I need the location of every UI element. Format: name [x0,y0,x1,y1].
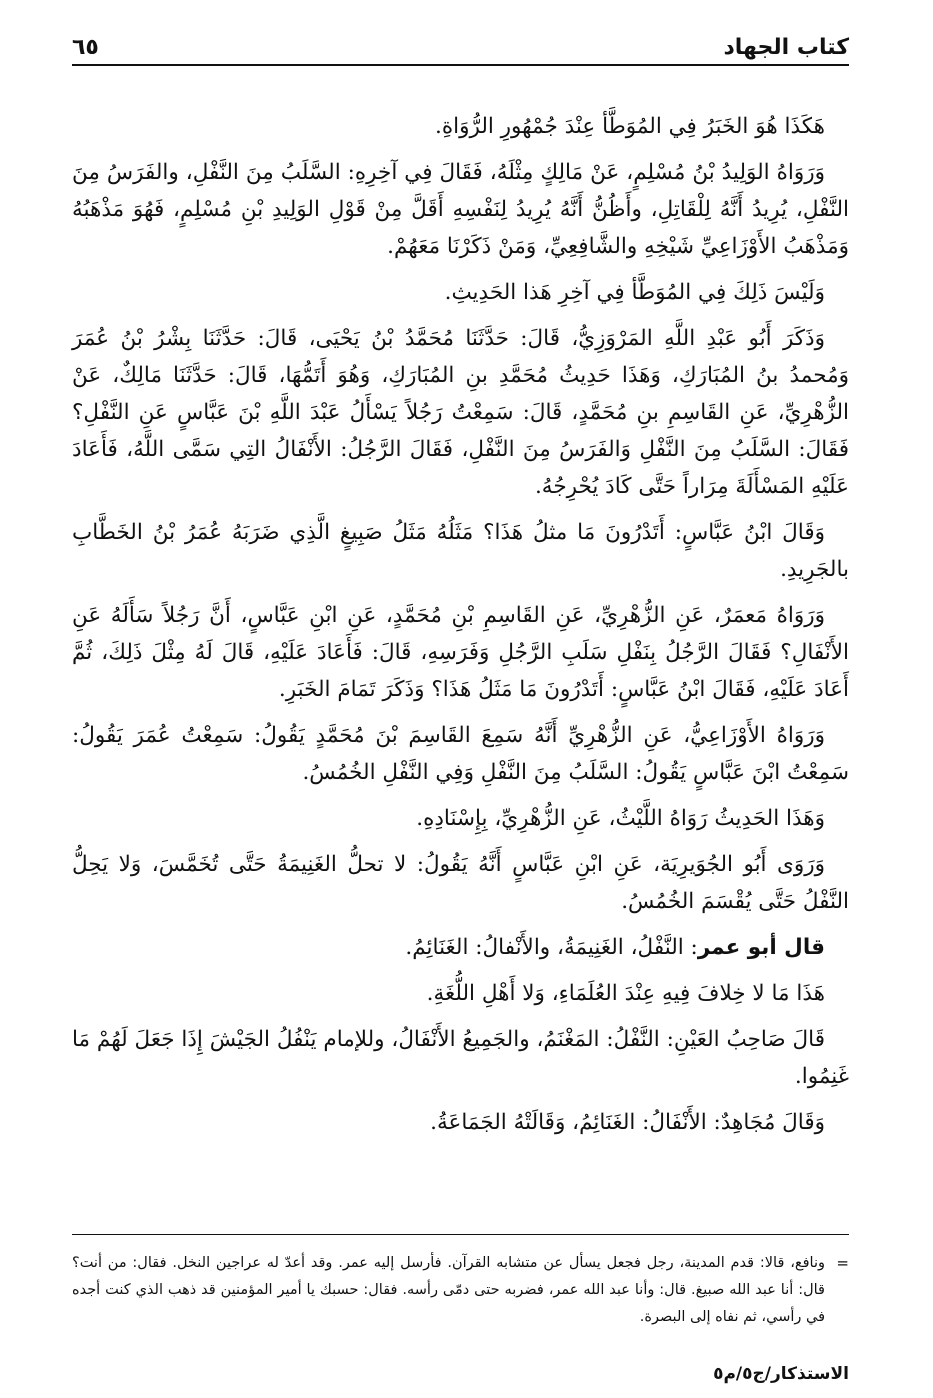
paragraph: وَهَذَا الحَدِيثُ رَوَاهُ اللَّيْثُ، عَنِ الزُّهْرِيِّ، بِإِسْنَادِهِ. [416,806,825,831]
header-rule [72,64,849,66]
paragraph: وَرَوَاهُ الوَلِيدُ بْنُ مُسْلِمٍ، عَنْ مَالِكٍ مِثْلَهُ، فَقَالَ فِي آخِرِهِ: السَّلَبُ مِنَ النَّفْلِ، والفَرَسُ مِنَ النَّفْلِ، يُرِيدُ أَنَّهُ لِلْقَاتِلِ، وأَظُنُّ أَنَّهُ يُرِيدُ لِنَفْسِهِ أَقَلَّ مِنْ قَوْلِ الوَلِيدِ بْنِ مُسْلِمٍ، فَهُوَ مَذْهَبُهُ وَمَذْهَبُ الأَوْزَاعِيِّ شَيْخِهِ والشَّافِعِيِّ، وَمَنْ ذَكَرْنَا مَعَهُمْ. [72,160,849,259]
printer-signature: الاستذكار/ج٥/م٥ [713,1364,849,1384]
paragraph: وَرَوَاهُ الأَوْزَاعِيُّ، عَنِ الزُّهْرِيِّ أَنَّهُ سَمِعَ القَاسِمَ بْنَ مُحَمَّدٍ يَقُولُ: سَمِعْتُ عُمَرَ يَقُولُ: سَمِعْتُ ابْنَ عَبَّاسٍ يَقُولُ: السَّلَبُ مِنَ النَّفْلِ وَفِي النَّفْلِ الخُمُسُ. [72,723,849,785]
footnote-rule [72,1234,849,1235]
paragraph: وَقَالَ ابْنُ عَبَّاسٍ: أَتَدْرُونَ مَا مثلُ هَذَا؟ مَثَلُهُ مَثَلُ صَبِيغٍ الَّذِي ضَرَبَهُ عُمَرُ بْنُ الخَطَّابِ بالجَرِيدِ. [72,520,849,582]
paragraph: وَرَوَى أَبُو الجُوَيرِيَة، عَنِ ابْنِ عَبَّاسٍ أَنَّهُ يَقُولُ: لا تحلُّ الغَنِيمَةُ حَتَّى تُخَمَّسَ، وَلا يَحِلُّ النَّفْلُ حَتَّى يُقْسَمَ الخُمُسُ. [72,852,849,914]
paragraph: وَذَكَرَ أَبُو عَبْدِ اللَّهِ المَرْوَزِيُّ، قَالَ: حَدَّثَنَا مُحَمَّدُ بْنُ يَحْيَى، قَالَ: حَدَّثَنَا بِشْرُ بْنُ عُمَرَ وَمُحمدُ بنُ المُبَارَكِ، وَهَذَا حَدِيثُ مُحَمَّدِ بنِ المُبَارَكِ، وَهُوَ أَتَمُّهَا، قَالَ: حَدَّثَنَا مَالِكٌ، عَنْ الزُّهْرِيِّ، عَنِ القَاسِمِ بنِ مُحَمَّدٍ، قَالَ: سَمِعْتُ رَجُلاً يَسْأَلُ عَبْدَ اللَّهِ بْنَ عَبَّاسٍ عَنِ النَّفْلِ؟ فَقَالَ: السَّلَبُ مِنَ النَّفْلِ وَالفَرَسُ مِنَ النَّفْلِ، فَقَالَ الرَّجُلُ: الأَنْفَالُ التِي سَمَّى اللَّهُ، فَأَعَادَ عَلَيْهِ المَسْأَلَةَ مِرَاراً حَتَّى كَادَ يُحْرِجُهُ. [72,326,849,499]
paragraph: هَذَا مَا لا خِلافَ فِيهِ عِنْدَ العُلَمَاءِ، وَلا أَهْلِ اللُّغَةِ. [426,981,825,1006]
main-text [72,108,849,1150]
page-number: ٦٥ [72,35,99,60]
paragraph: هَكَذَا هُوَ الخَبَرُ فِي المُوَطَّأ عِنْدَ جُمْهُورِ الرُّوَاةِ. [435,114,825,139]
footnote-continuation-marker: = [836,1254,849,1272]
abu-umar-text: : النَّفْلُ، الغَنِيمَةُ، والأَنْفالُ: الغَنَائِمُ. [405,935,698,960]
paragraph: قَالَ صَاحِبُ العَيْنِ: النَّفْلُ: المَغْنَمُ، والجَمِيعُ الأَنْفَالُ، وللإمام يَنْفُلُ الجَيْشَ إِذَا جَعَلَ لَهُمْ مَا غَنِمُوا. [72,1027,849,1089]
paragraph: وَرَوَاهُ مَعمَرٌ، عَنِ الزُّهْرِيِّ، عَنِ القَاسِمِ بْنِ مُحَمَّدٍ، عَنِ ابْنِ عَبَّاسٍ، أَنَّ رَجُلاً سَأَلَهُ عَنِ الأَنْفَالِ؟ فَقَالَ الرَّجُلُ بِنَفْلِ سَلَبِ الرَّجُلِ وَفَرَسِهِ، قَالَ: فَأَعَادَ عَلَيْهِ، قَالَ لَهُ مِثْلَ ذَلِكَ، ثُمَّ أَعَادَ عَلَيْهِ، فَقَالَ ابْنُ عَبَّاسٍ: أَتَدْرُونَ مَا مَثَلُ هَذَا؟ وَذَكَرَ تَمَامَ الخَبَرِ. [72,603,849,702]
paragraph: وَقَالَ مُجَاهِدٌ: الأَنْفَالُ: الغَنَائِمُ، وَقَالَتْهُ الجَمَاعَةُ. [430,1110,825,1135]
abu-umar-label: قال أبو عمر [697,935,825,960]
footnote-text: ونافع، قالا: قدم المدينة، رجل فجعل يسأل عن متشابه القرآن. فأرسل إليه عمر. وقد أعدّ له عراجين النخل. فقال: من أنت؟ قال: أنا عبد الله صبيغ. قال: وأنا عبد الله عمر، فضربه حتى دمّى رأسه. فقال: حسبك يا أمير المؤمنين قد ذهب الذي كنت أجده في رأسي، ثم نفاه إلى البصرة. [72,1255,825,1325]
running-header-title: كتاب الجهاد [723,35,849,60]
abu-umar-paragraph [72,929,849,966]
paragraph: وَلَيْسَ ذَلِكَ فِي المُوَطَّأ فِي آخِرِ هَذا الحَدِيثِ. [444,280,825,305]
